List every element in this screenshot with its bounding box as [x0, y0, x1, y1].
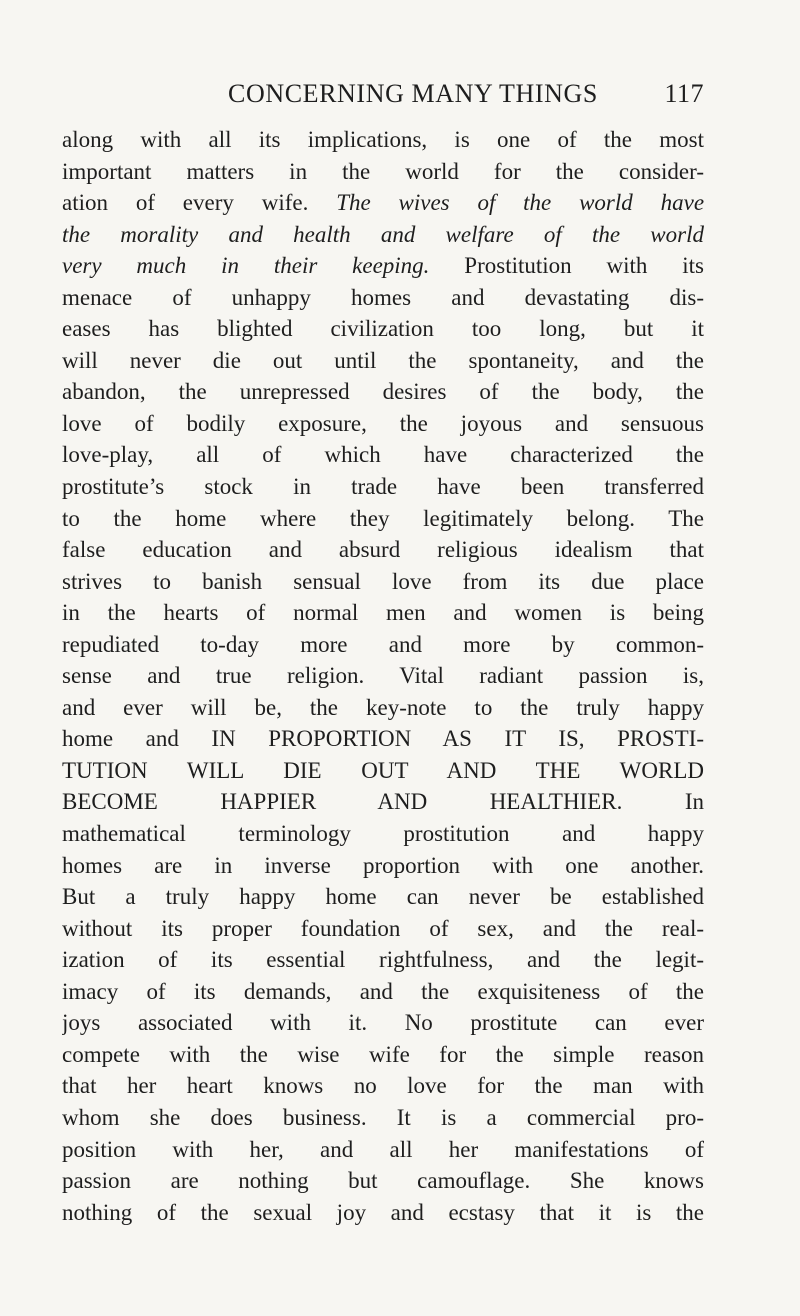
- text-line: strives to banish sensual love from its due place: [62, 568, 704, 594]
- text-line: in the hearts of normal men and women is being: [62, 600, 704, 626]
- text-line: But a truly happy home can never be established: [62, 884, 704, 910]
- text-line: love of bodily exposure, the joyous and sensuous: [62, 410, 704, 436]
- text-line: without its proper foundation of sex, and the real-: [62, 915, 704, 941]
- text-line: menace of unhappy homes and devastating dis-: [62, 284, 704, 310]
- text-line: imacy of its demands, and the exquisiteness of the: [62, 978, 704, 1004]
- text-line: home and IN PROPORTION AS IT IS, PROSTI-: [62, 726, 704, 752]
- text-line: love-play, all of which have characterized the: [62, 442, 704, 468]
- text-line: joys associated with it. No prostitute can ever: [62, 1010, 704, 1036]
- italic-text-line-segment: The wives of the world have: [336, 190, 704, 216]
- text-line: to the home where they legitimately belong. The: [62, 505, 704, 531]
- text-line: eases has blighted civilization too long, but it: [62, 316, 704, 342]
- text-line: along with all its implications, is one of the most: [62, 127, 704, 152]
- text-line: important matters in the world for the consider-: [62, 158, 704, 184]
- text-line: and ever will be, the key-note to the truly happy: [62, 694, 704, 720]
- text-line: [62, 187, 704, 219]
- text-line: compete with the wise wife for the simple reason: [62, 1041, 704, 1067]
- text-line: homes are in inverse proportion with one another.: [62, 852, 704, 878]
- italic-text-line: the morality and health and welfare of the world: [62, 221, 704, 247]
- text-line: BECOME HAPPIER AND HEALTHIER. In: [62, 789, 704, 815]
- text-line: sense and true religion. Vital radiant passion is,: [62, 663, 704, 689]
- text-line: prostitute’s stock in trade have been transferred: [62, 474, 704, 500]
- text-line: passion are nothing but camouflage. She knows: [62, 1168, 704, 1194]
- running-head: CONCERNING MANY THINGS: [228, 79, 598, 108]
- text-line-segment: Prostitution with its: [464, 253, 704, 279]
- text-line: mathematical terminology prostitution and happy: [62, 821, 704, 847]
- body-text: [62, 124, 704, 1228]
- text-line: whom she does business. It is a commercial pro-: [62, 1104, 704, 1130]
- text-line: position with her, and all her manifestations of: [62, 1136, 704, 1162]
- page-header: [62, 79, 704, 113]
- italic-text-line-segment: very much in their keeping.: [62, 253, 430, 279]
- text-line: ization of its essential rightfulness, and the legit-: [62, 947, 704, 973]
- text-line: false education and absurd religious idealism that: [62, 537, 704, 563]
- text-line: nothing of the sexual joy and ecstasy that it is the: [62, 1199, 704, 1225]
- text-line: repudiated to-day more and more by common-: [62, 631, 704, 657]
- text-line: TUTION WILL DIE OUT AND THE WORLD: [62, 757, 704, 783]
- text-line: that her heart knows no love for the man with: [62, 1073, 704, 1099]
- text-line-segment: ation of every wife.: [62, 190, 309, 216]
- text-line: will never die out until the spontaneity, and the: [62, 347, 704, 373]
- text-line: [62, 250, 704, 282]
- page-number: 117: [664, 79, 704, 108]
- text-line: abandon, the unrepressed desires of the body, the: [62, 379, 704, 405]
